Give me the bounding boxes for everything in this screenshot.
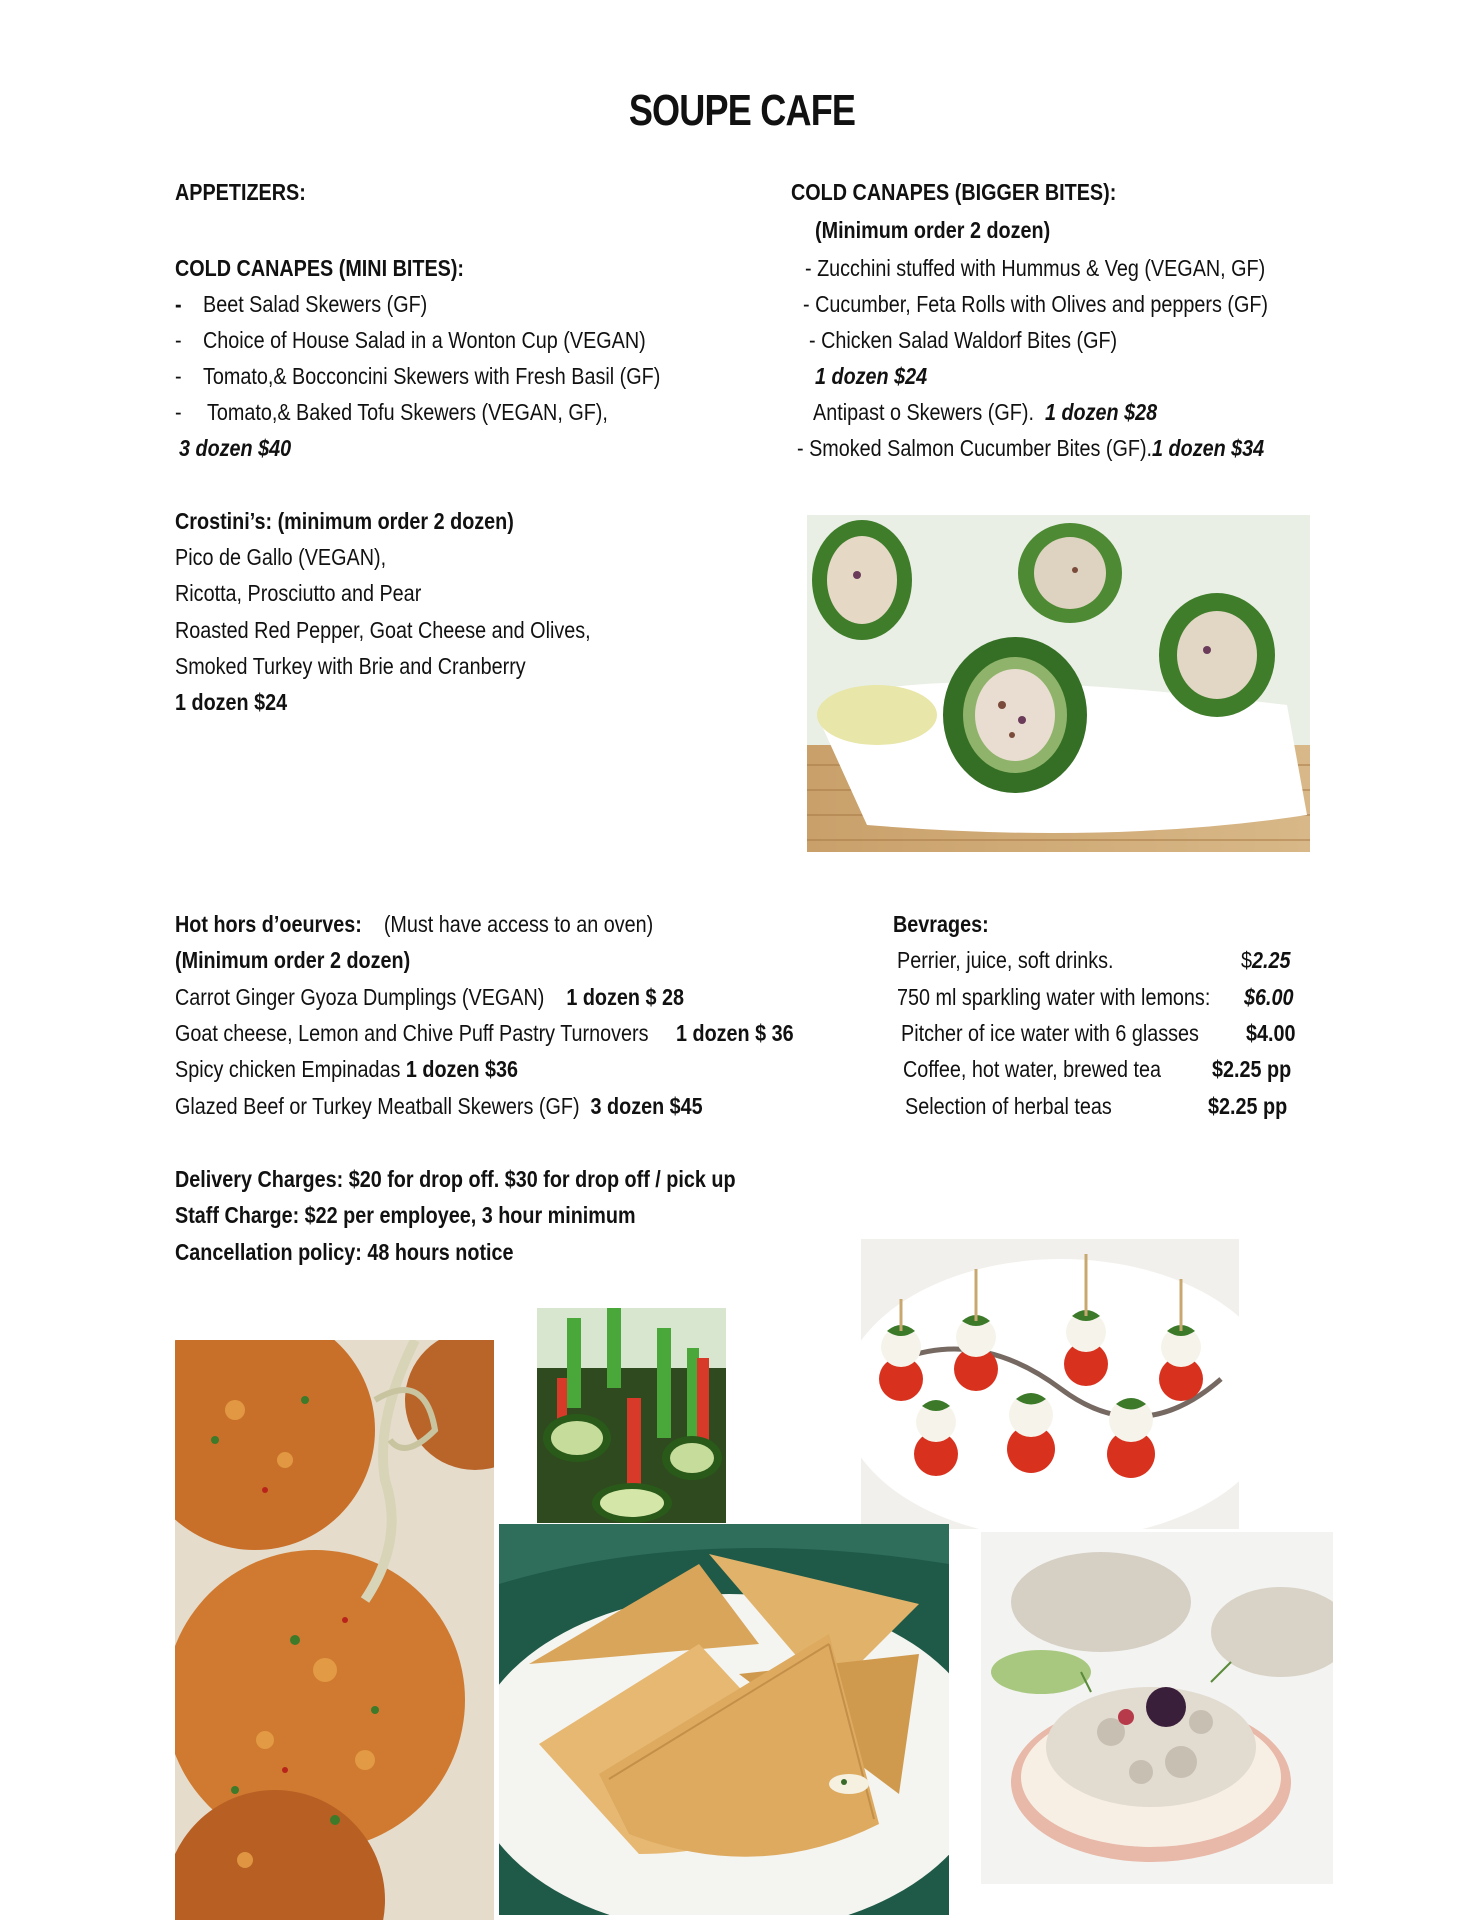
hot-item-price: 1 dozen $ 36 [676,1020,794,1046]
hot-item [175,1015,794,1051]
hot-item-price: 1 dozen $36 [405,1056,519,1082]
hot-item-price: 3 dozen $45 [590,1093,703,1119]
antipasto-label: Antipast o Skewers (GF). [813,399,1034,425]
hot-item-name: Carrot Ginger Gyoza Dumplings (VEGAN) [175,984,545,1010]
hot-heading: Hot hors d’oeurves: [175,911,362,937]
beverage-price: $6.00 [1244,984,1294,1010]
bigger-bites-heading: COLD CANAPES (BIGGER BITES): [791,179,1117,205]
beverage-name: Pitcher of ice water with 6 glasses [901,1020,1199,1046]
bullet: - [175,327,182,353]
hot-item-name: Spicy chicken Empinadas [175,1056,401,1082]
staff-charge: Staff Charge: $22 per employee, 3 hour minimum [175,1202,636,1228]
hot-item [175,1088,703,1124]
cucumber-rolls-photo [807,515,1310,852]
beverage-price [1241,942,1291,978]
crostini-heading: Crostini’s: (minimum order 2 dozen) [175,508,514,534]
beverage-price: $2.25 pp [1208,1093,1288,1119]
mini-bite-label: Tomato,& Bocconcini Skewers with Fresh Basil (GF) [203,363,661,389]
cancellation-policy: Cancellation policy: 48 hours notice [175,1239,514,1265]
mini-bite-item [175,286,182,322]
crostini-price: 1 dozen $24 [175,689,288,715]
mini-bites-heading: COLD CANAPES (MINI BITES): [175,255,465,281]
bigger-bites-price: 1 dozen $24 [815,363,928,389]
bigger-bites-minimum: (Minimum order 2 dozen) [815,217,1051,243]
salmon-price: 1 dozen $34 [1152,435,1265,461]
appetizers-heading: APPETIZERS: [175,179,306,205]
mini-bites-price: 3 dozen $40 [179,435,292,461]
meatballs-photo [175,1340,494,1920]
hot-item [175,1051,518,1087]
hot-item [175,979,684,1015]
beverage-price: $2.25 pp [1212,1056,1292,1082]
beverage-name: Perrier, juice, soft drinks. [897,947,1114,973]
mini-bite-label: Beet Salad Skewers (GF) [203,291,428,317]
salmon-label: - Smoked Salmon Cucumber Bites (GF). [797,435,1153,461]
beverage-price: $4.00 [1246,1020,1296,1046]
bullet: - [175,291,182,317]
bigger-bite-item: - Zucchini stuffed with Hummus & Veg (VEGAN, GF) [805,255,1266,281]
mini-bite-label: Choice of House Salad in a Wonton Cup (VEGAN) [203,327,646,353]
beverage-name: Selection of herbal teas [905,1093,1112,1119]
hot-heading-line [175,906,653,942]
hot-note: (Must have access to an oven) [383,911,654,937]
bullet: - [175,399,182,425]
salmon-line [797,430,1264,466]
caprese-skewers-photo [861,1239,1239,1529]
crostini-item: Roasted Red Pepper, Goat Cheese and Olives, [175,617,591,643]
zucchini-cups-photo [537,1308,726,1523]
chicken-salad-apple-bites-photo [981,1532,1333,1884]
hot-item-name: Goat cheese, Lemon and Chive Puff Pastry Turnovers [175,1020,649,1046]
beverage-price-value: 2.25 [1252,947,1291,973]
bigger-bite-item: - Cucumber, Feta Rolls with Olives and peppers (GF) [803,291,1269,317]
crostini-item: Smoked Turkey with Brie and Cranberry [175,653,526,679]
hot-item-name: Glazed Beef or Turkey Meatball Skewers (GF) [175,1093,580,1119]
beverage-name: Coffee, hot water, brewed tea [903,1056,1162,1082]
antipasto-line [813,394,1157,430]
crostini-item: Pico de Gallo (VEGAN), [175,544,387,570]
beverage-name: 750 ml sparkling water with lemons: [897,984,1211,1010]
mini-bite-label: Tomato,& Baked Tofu Skewers (VEGAN, GF), [207,399,608,425]
crostini-item: Ricotta, Prosciutto and Pear [175,580,422,606]
hot-item-price: 1 dozen $ 28 [566,984,684,1010]
menu-title: SOUPE CAFE [628,86,856,135]
hot-minimum: (Minimum order 2 dozen) [175,947,411,973]
beverage-price-prefix: $ [1241,947,1253,973]
delivery-charges: Delivery Charges: $20 for drop off. $30 for drop off / pick up [175,1166,736,1192]
bigger-bite-item: - Chicken Salad Waldorf Bites (GF) [809,327,1118,353]
beverages-heading: Bevrages: [893,911,989,937]
bullet: - [175,363,182,389]
antipasto-price: 1 dozen $28 [1044,399,1158,425]
turnovers-photo [499,1524,949,1915]
